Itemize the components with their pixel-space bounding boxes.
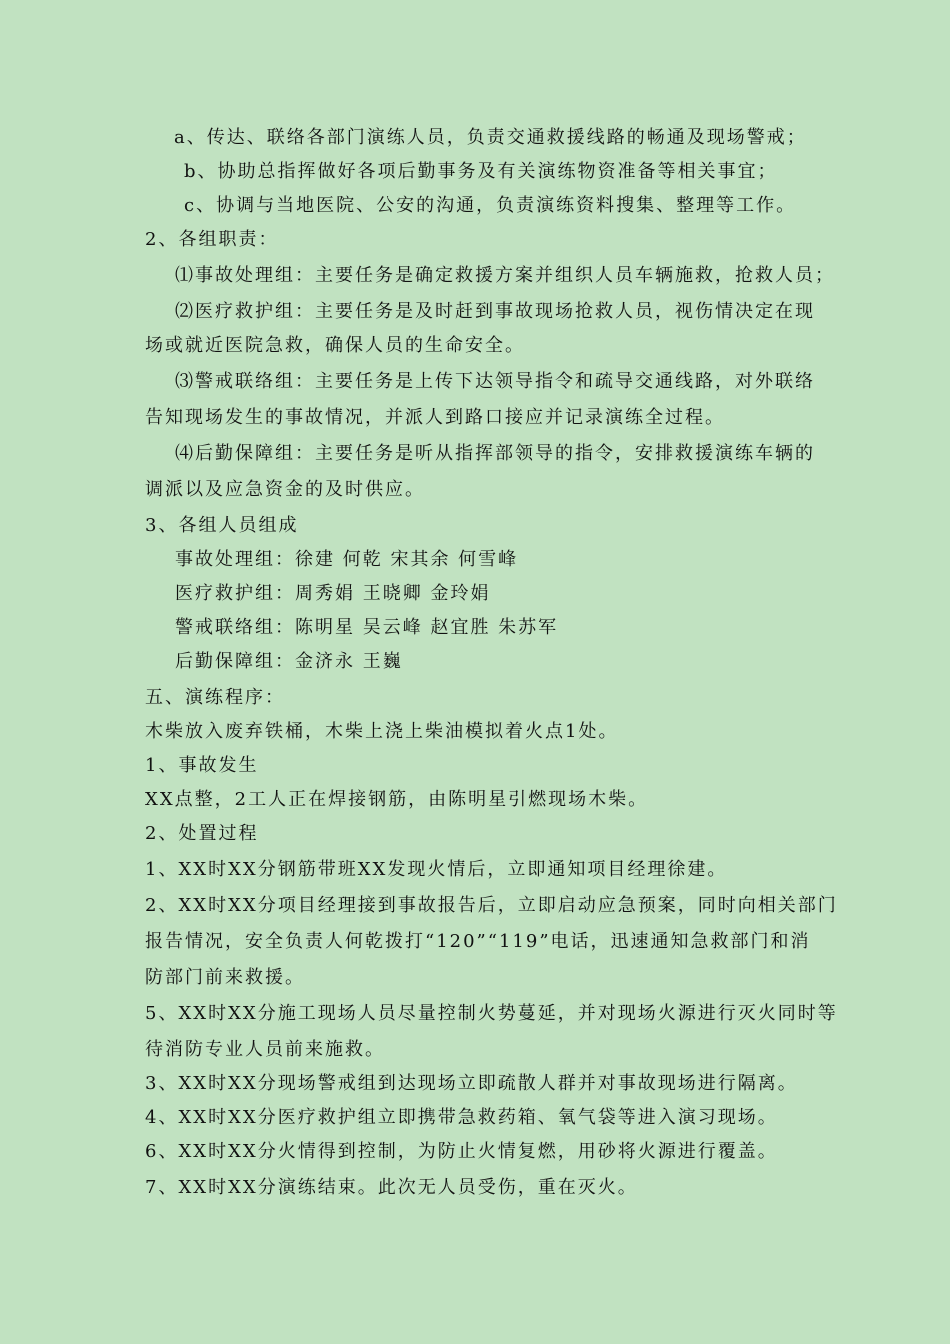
section-heading-procedure: 五、演练程序：	[145, 687, 285, 708]
members-logistics-group: 后勤保障组：金济永 王巍	[175, 651, 403, 672]
group-duty-3: ⑶警戒联络组：主要任务是上传下达领导指令和疏导交通线路，对外联络	[175, 371, 815, 392]
section-heading-group-duties: 2、各组职责：	[145, 229, 279, 250]
members-alert-group: 警戒联络组：陈明星 吴云峰 赵宜胜 朱苏军	[175, 617, 559, 638]
group-duty-2: ⑵医疗救护组：主要任务是及时赶到事故现场抢救人员，视伤情决定在现	[175, 301, 815, 322]
duty-item-a: a、传达、联络各部门演练人员，负责交通救援线路的畅通及现场警戒；	[174, 127, 807, 148]
procedure-heading-handling: 2、处置过程	[145, 823, 259, 844]
members-medical-group: 医疗救护组：周秀娟 王晓卿 金玲娟	[175, 583, 491, 604]
duty-item-c: c、协调与当地医院、公安的沟通，负责演练资料搜集、整理等工作。	[184, 195, 797, 216]
group-duty-2-cont: 场或就近医院急救，确保人员的生命安全。	[145, 335, 525, 356]
group-duty-3-cont: 告知现场发生的事故情况，并派人到路口接应并记录演练全过程。	[145, 407, 725, 428]
section-heading-members: 3、各组人员组成	[145, 515, 299, 536]
handling-step-2-cont: 报告情况，安全负责人何乾拨打“120”“119”电话，迅速通知急救部门和消	[145, 931, 811, 952]
duty-item-b: b、协助总指挥做好各项后勤事务及有关演练物资准备等相关事宜；	[184, 161, 778, 182]
group-duty-1: ⑴事故处理组：主要任务是确定救援方案并组织人员车辆施救，抢救人员；	[175, 265, 835, 286]
members-accident-group: 事故处理组：徐建 何乾 宋其余 何雪峰	[175, 549, 519, 570]
handling-step-5-cont: 待消防专业人员前来施救。	[145, 1039, 385, 1060]
procedure-setup: 木柴放入废弃铁桶，木柴上浇上柴油模拟着火点1处。	[145, 721, 619, 742]
handling-step-2-cont-2: 防部门前来救援。	[145, 967, 305, 988]
handling-step-6: 6、XX时XX分火情得到控制，为防止火情复燃，用砂将火源进行覆盖。	[145, 1141, 778, 1162]
handling-step-3: 3、XX时XX分现场警戒组到达现场立即疏散人群并对事故现场进行隔离。	[145, 1073, 798, 1094]
procedure-heading-accident: 1、事故发生	[145, 755, 259, 776]
procedure-accident-text: XX点整，2工人正在焊接钢筋，由陈明星引燃现场木柴。	[145, 789, 649, 810]
handling-step-7: 7、XX时XX分演练结束。此次无人员受伤，重在灭火。	[145, 1177, 638, 1198]
group-duty-4-cont: 调派以及应急资金的及时供应。	[145, 479, 425, 500]
handling-step-5: 5、XX时XX分施工现场人员尽量控制火势蔓延，并对现场火源进行灭火同时等	[145, 1003, 838, 1024]
handling-step-4: 4、XX时XX分医疗救护组立即携带急救药箱、氧气袋等进入演习现场。	[145, 1107, 778, 1128]
group-duty-4: ⑷后勤保障组：主要任务是听从指挥部领导的指令，安排救援演练车辆的	[175, 443, 815, 464]
handling-step-1: 1、XX时XX分钢筋带班XX发现火情后，立即通知项目经理徐建。	[145, 859, 728, 880]
handling-step-2: 2、XX时XX分项目经理接到事故报告后，立即启动应急预案，同时向相关部门	[145, 895, 838, 916]
